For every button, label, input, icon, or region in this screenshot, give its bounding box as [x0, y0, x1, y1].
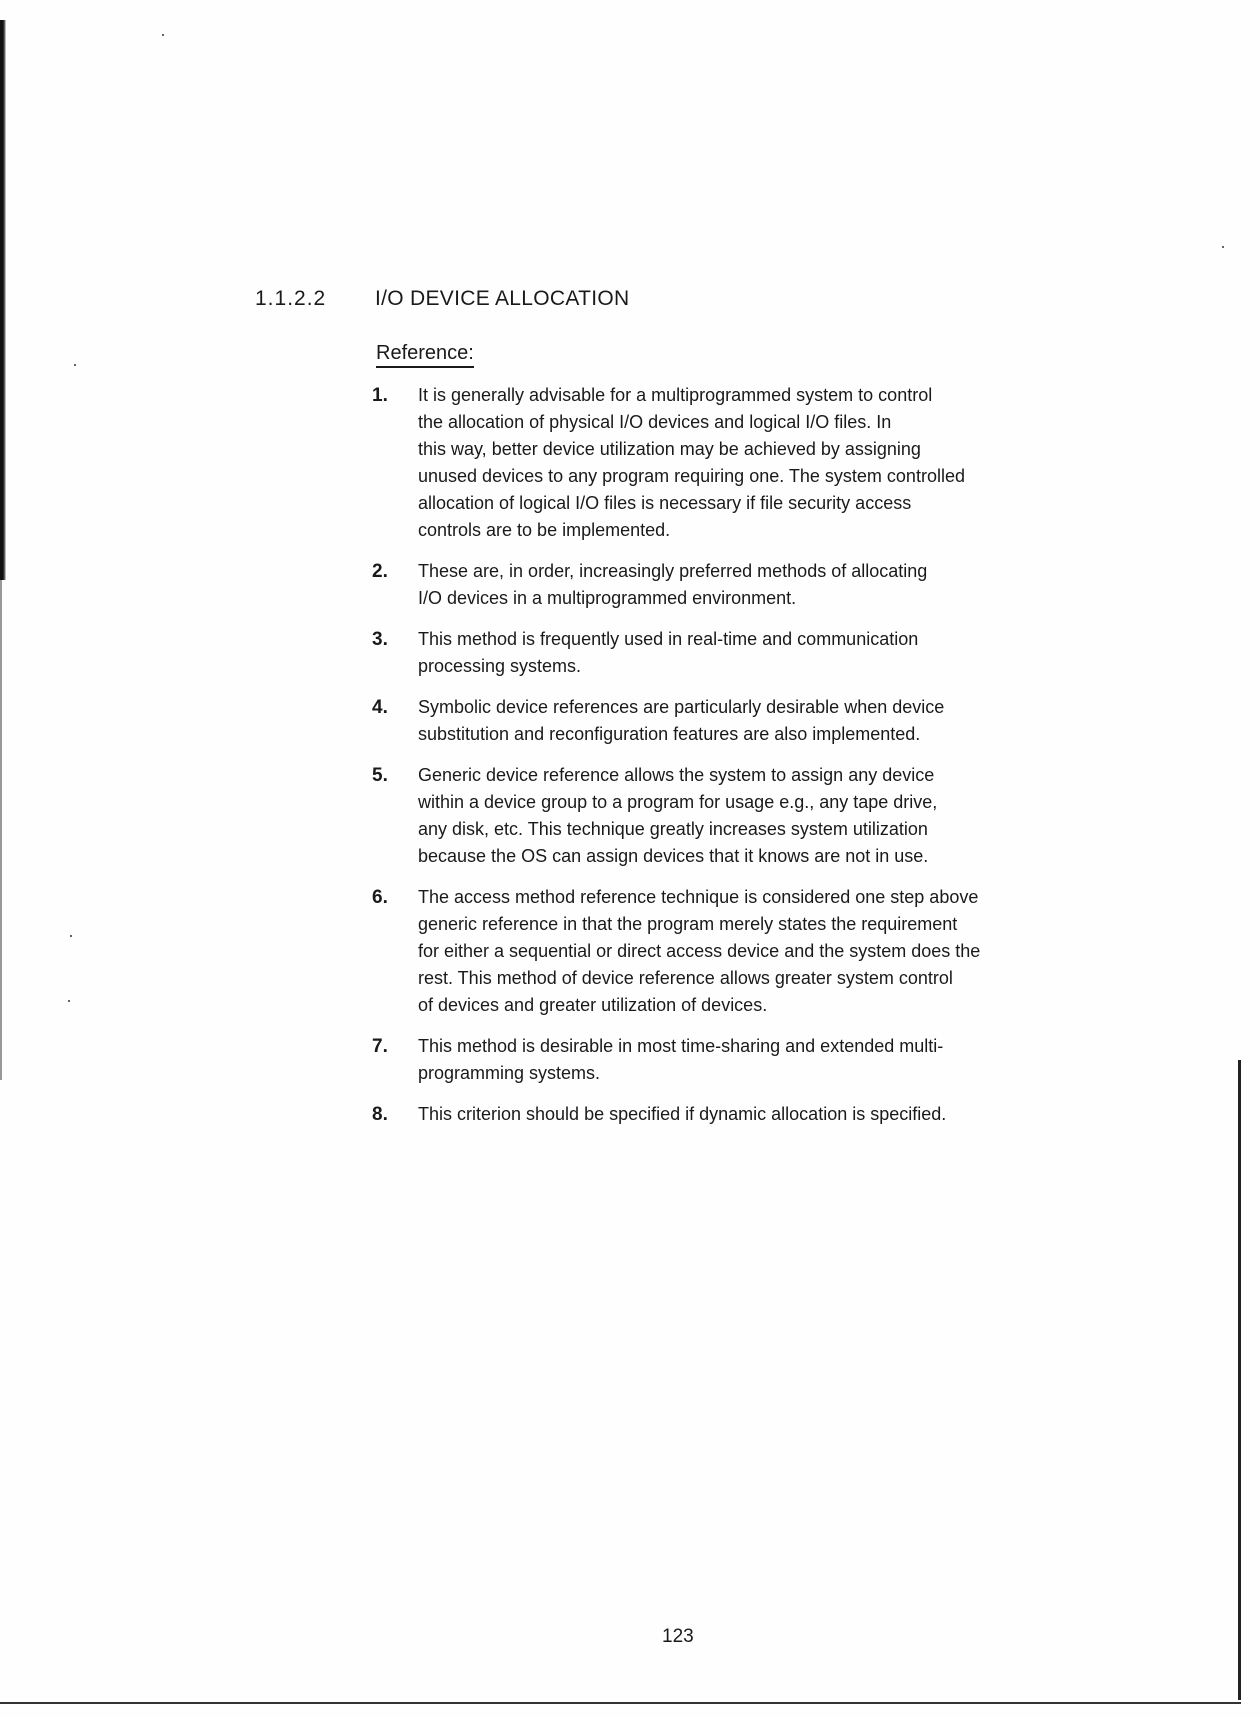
scan-left-edge	[0, 580, 2, 1080]
text-line: Generic device reference allows the system to assign any device	[418, 765, 935, 785]
item-text	[418, 1101, 1102, 1128]
scan-speck	[1222, 246, 1224, 248]
item-number: 1.	[372, 385, 388, 406]
section-title: I/O DEVICE ALLOCATION	[375, 287, 630, 310]
scan-speck	[70, 935, 72, 937]
text-line: This criterion should be specified if dynamic allocation is specified.	[418, 1104, 947, 1124]
text-line: of devices and greater utilization of devices.	[418, 995, 768, 1015]
text-line: It is generally advisable for a multiprogrammed system to control	[418, 385, 933, 405]
scan-bottom-edge	[0, 1702, 1241, 1704]
text-line: any disk, etc. This technique greatly increases system utilization	[418, 819, 928, 839]
text-line: allocation of logical I/O files is necessary if file security access	[418, 493, 912, 513]
item-number: 2.	[372, 561, 388, 582]
item-text	[418, 626, 1102, 680]
text-line: for either a sequential or direct access device and the system does the	[418, 941, 981, 961]
reference-item-7	[372, 1033, 1102, 1087]
scan-speck	[162, 34, 164, 36]
item-text	[418, 694, 1102, 748]
item-number: 8.	[372, 1104, 388, 1125]
text-line: Symbolic device references are particularly desirable when device	[418, 697, 945, 717]
item-text	[418, 558, 1102, 612]
text-line: this way, better device utilization may be achieved by assigning	[418, 439, 921, 459]
scan-right-edge	[1238, 1060, 1241, 1700]
text-line: unused devices to any program requiring one. The system controlled	[418, 466, 965, 486]
text-line: The access method reference technique is considered one step above	[418, 887, 979, 907]
text-line: processing systems.	[418, 656, 582, 676]
page-number: 123	[662, 1626, 694, 1647]
scan-binding-edge	[0, 20, 6, 580]
item-text	[418, 382, 1102, 544]
item-text	[418, 884, 1102, 1019]
reference-item-1	[372, 382, 1102, 544]
reference-item-8	[372, 1101, 1102, 1128]
reference-item-4	[372, 694, 1102, 748]
section-number: 1.1.2.2	[255, 287, 327, 310]
reference-list	[372, 382, 1102, 1142]
reference-item-6	[372, 884, 1102, 1019]
reference-item-3	[372, 626, 1102, 680]
text-line: generic reference in that the program merely states the requirement	[418, 914, 958, 934]
text-line: This method is frequently used in real-time and communication	[418, 629, 919, 649]
text-line: the allocation of physical I/O devices and logical I/O files. In	[418, 412, 892, 432]
reference-label: Reference:	[376, 342, 474, 368]
item-number: 6.	[372, 887, 388, 908]
item-text	[418, 1033, 1102, 1087]
text-line: rest. This method of device reference allows greater system control	[418, 968, 953, 988]
text-line: substitution and reconfiguration features are also implemented.	[418, 724, 921, 744]
text-line: programming systems.	[418, 1063, 601, 1083]
scan-speck	[74, 364, 76, 366]
item-number: 7.	[372, 1036, 388, 1057]
item-number: 5.	[372, 765, 388, 786]
reference-item-5	[372, 762, 1102, 870]
item-text	[418, 762, 1102, 870]
text-line: I/O devices in a multiprogrammed environment.	[418, 588, 797, 608]
item-number: 3.	[372, 629, 388, 650]
text-line: because the OS can assign devices that it knows are not in use.	[418, 846, 929, 866]
item-number: 4.	[372, 697, 388, 718]
text-line: controls are to be implemented.	[418, 520, 671, 540]
text-line: These are, in order, increasingly preferred methods of allocating	[418, 561, 928, 581]
reference-item-2	[372, 558, 1102, 612]
scan-speck	[68, 1000, 70, 1002]
text-line: within a device group to a program for usage e.g., any tape drive,	[418, 792, 938, 812]
text-line: This method is desirable in most time-sharing and extended multi-	[418, 1036, 944, 1056]
